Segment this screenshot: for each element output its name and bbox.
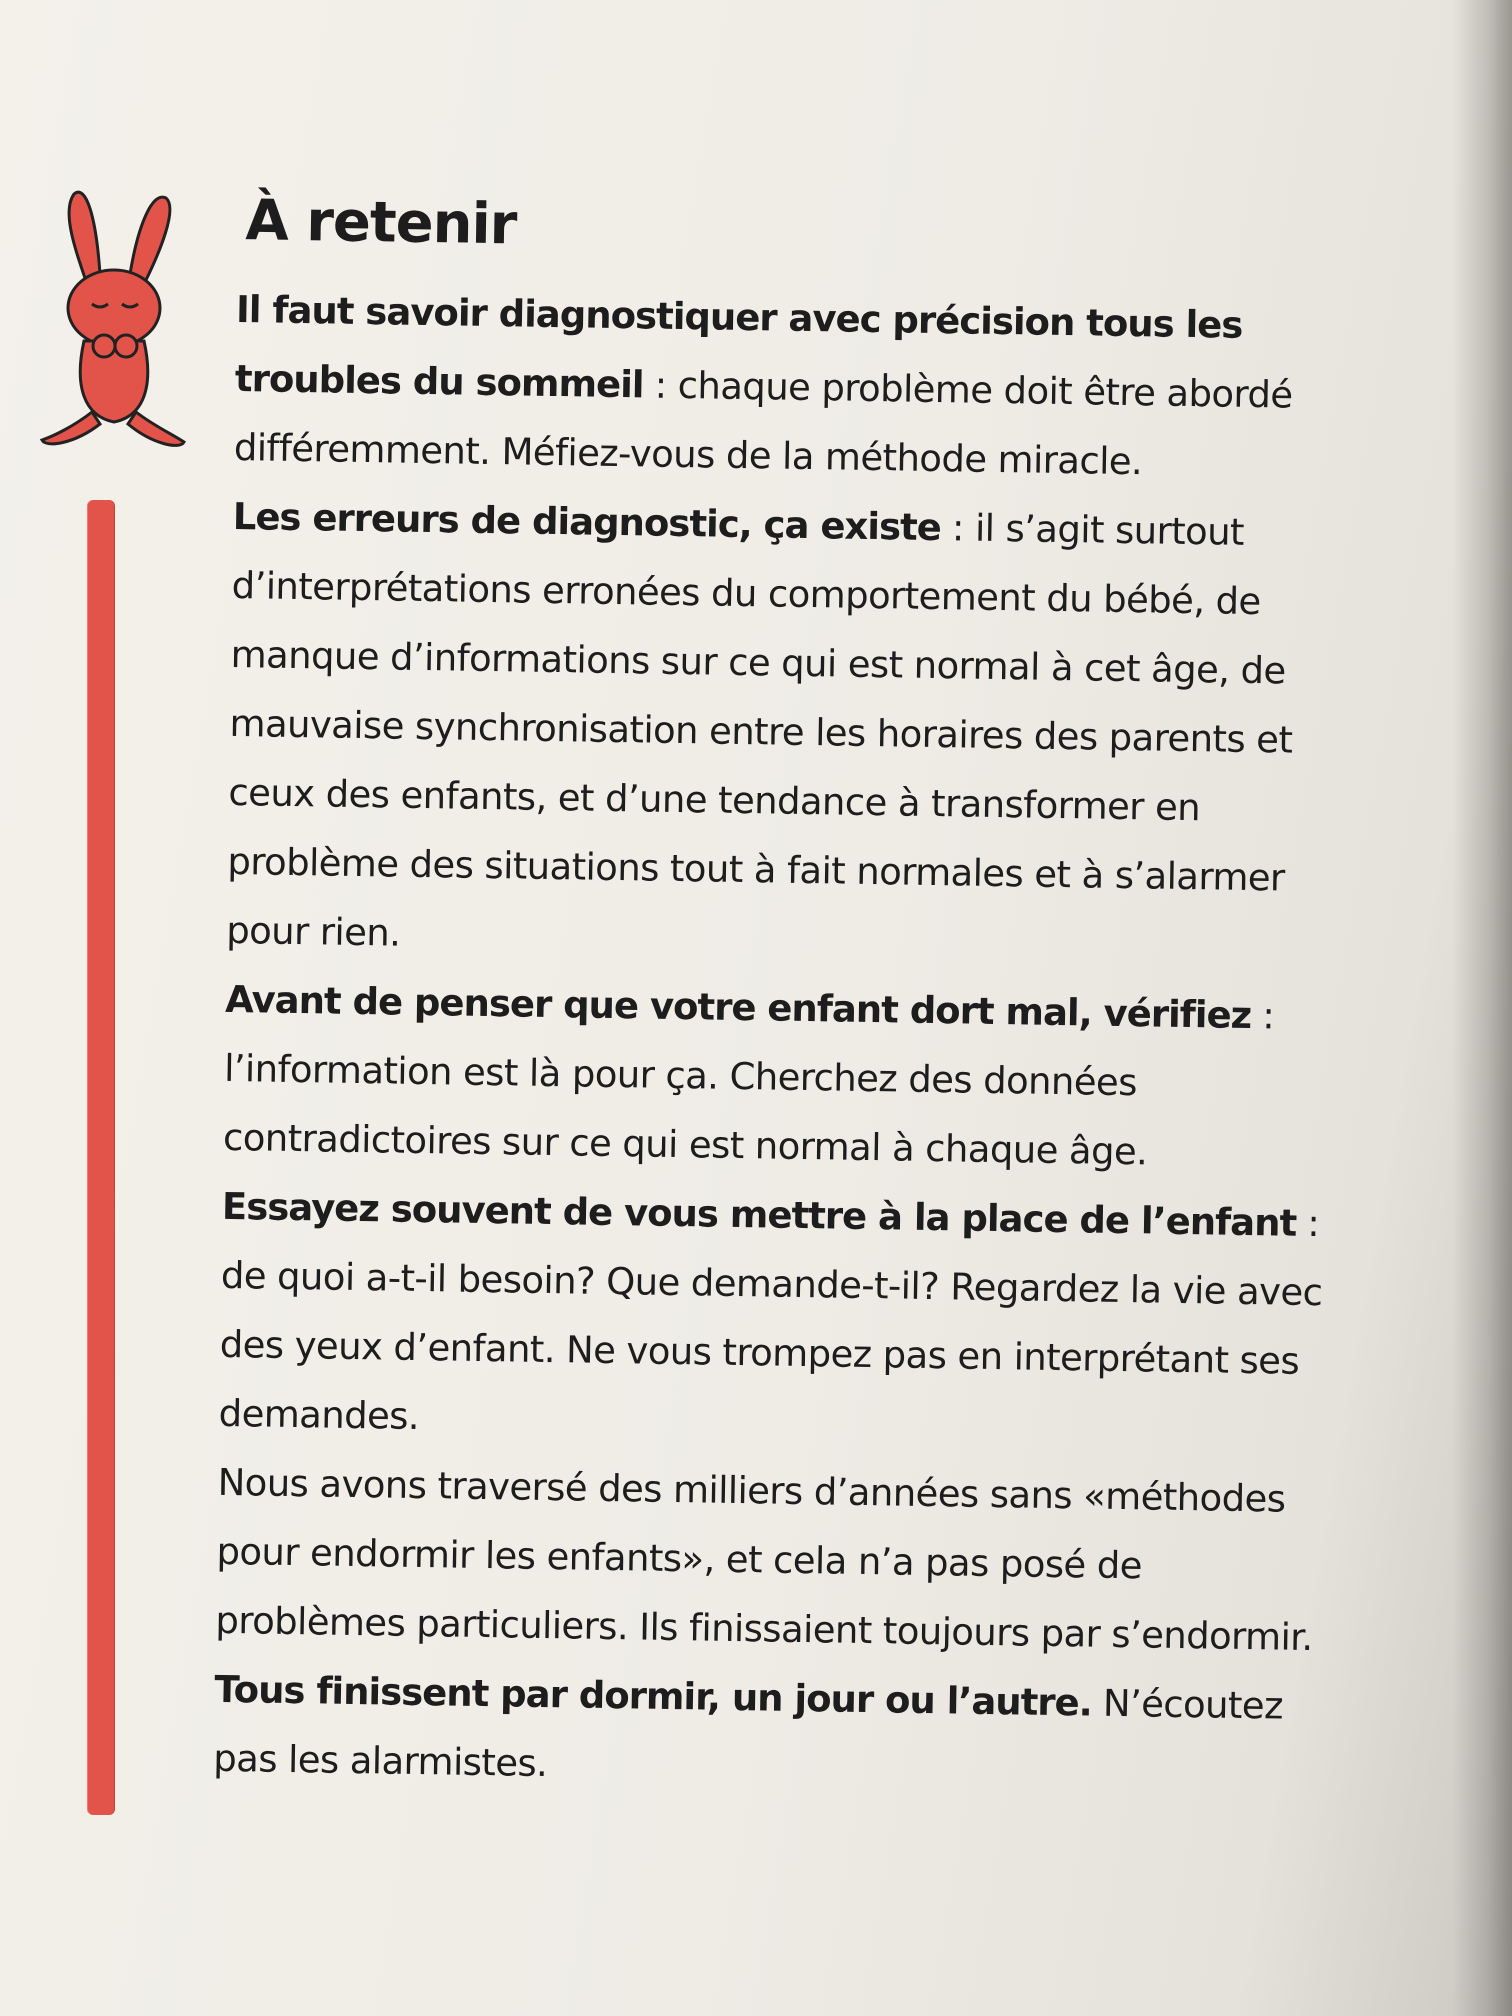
paragraph-2-text: : il s’agit surtout d’interprétations erronées du comportement du bébé, de manque d’informations sur ce qui est normal à cet âge, de mauvaise synchronisation entre les horaires des parents et ceux des enfants, et d’une tendance à transformer en problème des situations tout à fait normales et à s’alarmer pour rien.: [225, 506, 1293, 955]
paragraph-1-bold: Il faut savoir diagnostiquer avec précision tous les troubles du sommeil: [234, 287, 1243, 407]
paragraph-5: [213, 1448, 1338, 1811]
paragraph-5-bold: Tous finissent par dormir, un jour ou l’autre.: [214, 1667, 1093, 1725]
bunny-icon: [34, 186, 194, 456]
red-margin-bar: [88, 500, 114, 1815]
paragraph-1: [233, 275, 1356, 500]
paragraph-1-text: : chaque problème doit être abordé différemment. Méfiez-vous de la méthode miracle.: [233, 363, 1293, 484]
section-heading: À retenir: [244, 188, 517, 258]
paragraph-2-bold: Les erreurs de diagnostic, ça existe: [232, 494, 942, 550]
page-edge-shadow: [1452, 0, 1512, 2016]
paragraph-4: [218, 1172, 1342, 1466]
paragraph-5-text-before: Nous avons traversé des milliers d’années sans «méthodes pour endormir les enfants», et cela n’a pas posé de problèmes particuliers. Ils finissaient toujours par s’endormir.: [215, 1460, 1313, 1660]
paragraph-3-bold: Avant de penser que votre enfant dort mal, vérifiez: [224, 977, 1252, 1038]
summary-box: [213, 188, 1358, 1810]
paragraph-3: [223, 965, 1346, 1190]
paragraph-4-text: : de quoi a-t-il besoin? Que demande-t-il? Regardez la vie avec des yeux d’enfant. Ne vous trompez pas en interprétant ses demandes.: [218, 1201, 1323, 1438]
paragraph-2: [226, 482, 1353, 983]
paragraph-3-text: : l’information est là pour ça. Cherchez des données contradictoires sur ce qui est normal à chaque âge.: [222, 994, 1275, 1174]
paragraph-5-text-after: N’écoutez pas les alarmistes.: [212, 1681, 1284, 1786]
paragraph-4-bold: Essayez souvent de vous mettre à la place de l’enfant: [221, 1184, 1297, 1245]
